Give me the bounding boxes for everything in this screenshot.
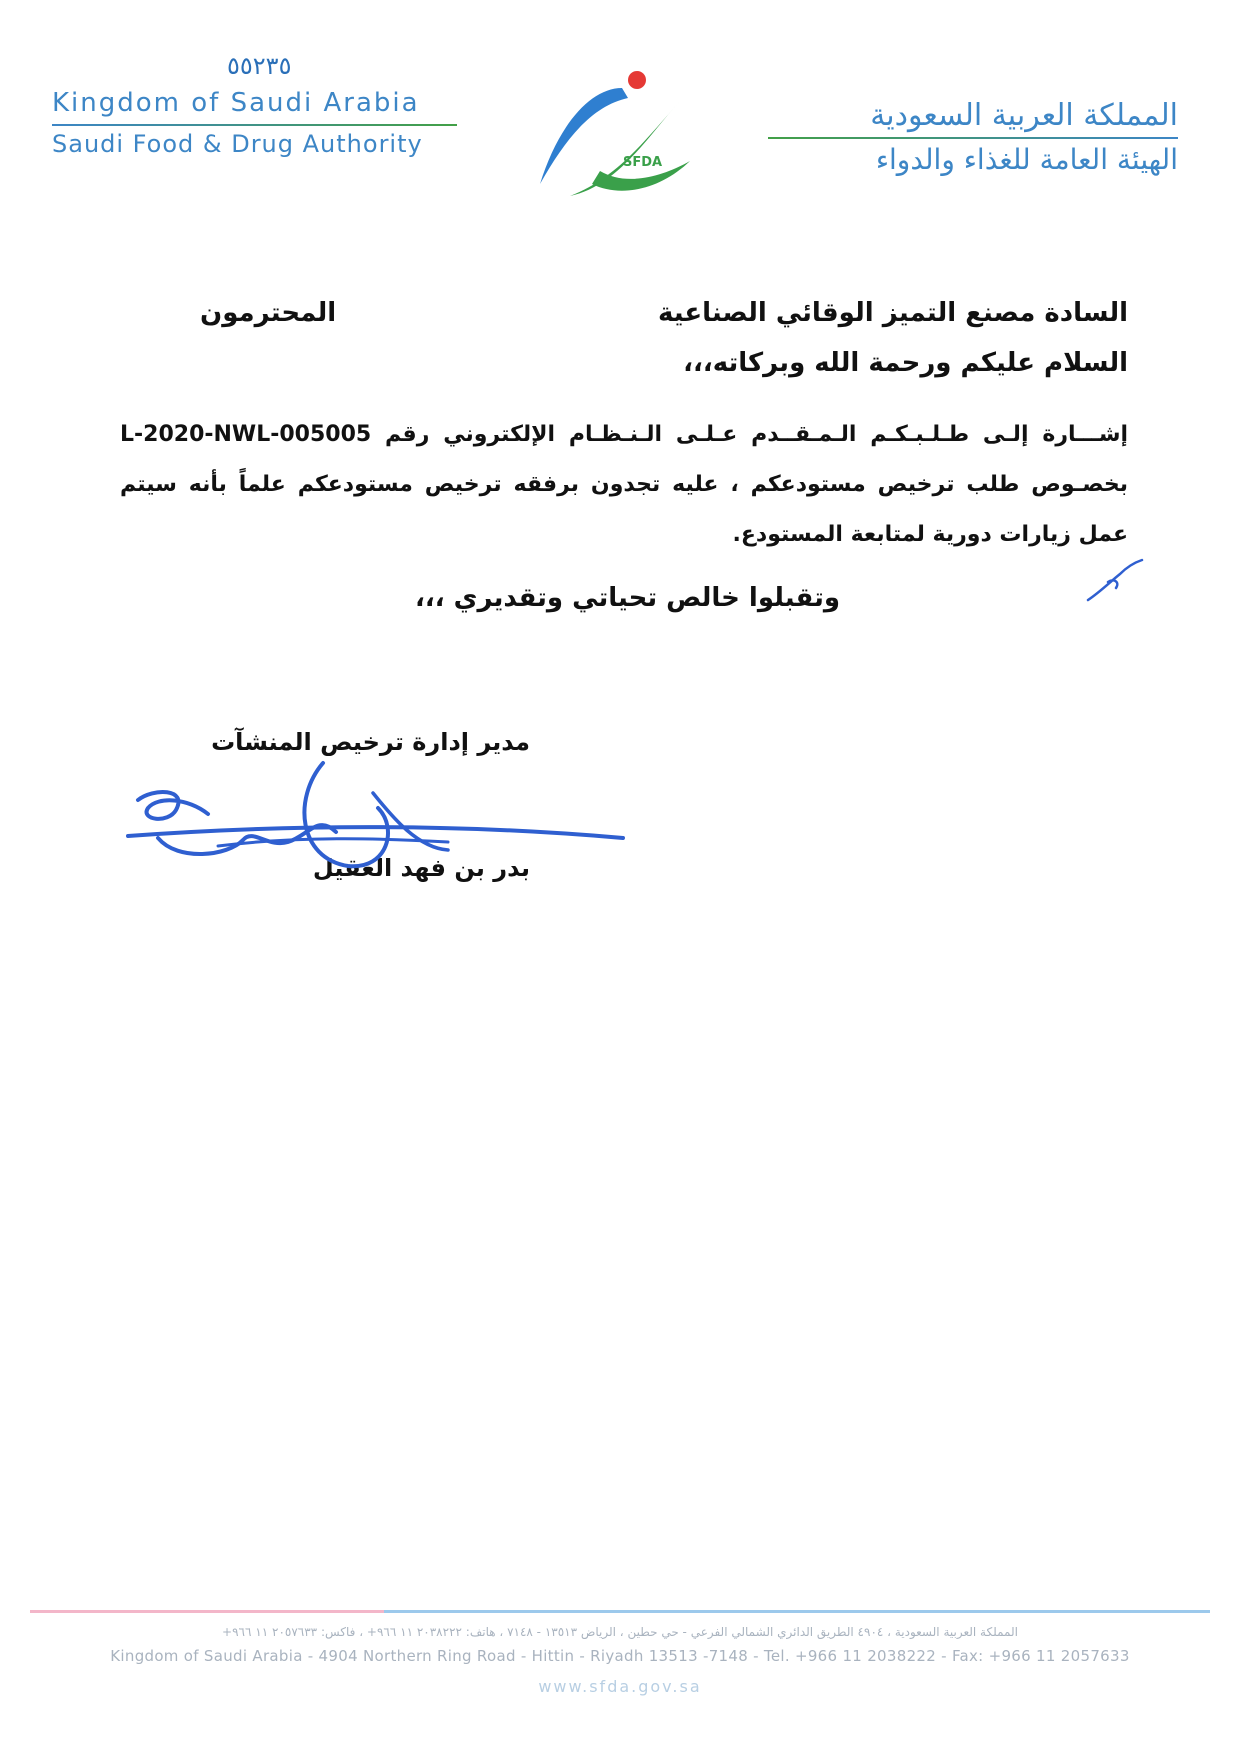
header-country-ar: المملكة العربية السعودية	[870, 98, 1178, 133]
header-arabic	[758, 98, 1178, 176]
sfda-logo	[530, 66, 700, 201]
recipient-line	[120, 298, 1128, 328]
footer-website-link[interactable]: www.sfda.gov.sa	[538, 1677, 702, 1696]
closing: وتقبلوا خالص تحياتي وتقديري ،،،	[414, 583, 840, 613]
header-divider-en	[52, 124, 457, 126]
header-authority-en: Saudi Food & Drug Authority	[52, 130, 423, 158]
signatory-name: بدر بن فهد العقيل	[312, 854, 530, 882]
signatory-title: مدير إدارة ترخيص المنشآت	[211, 728, 530, 756]
reference-number: ٥٥٢٣٥	[227, 52, 292, 80]
greeting: السلام عليكم ورحمة الله وبركاته،،،	[683, 348, 1128, 378]
handwritten-signature	[118, 758, 638, 878]
header-country-en: Kingdom of Saudi Arabia	[52, 88, 420, 118]
logo-text: SFDA	[623, 155, 663, 170]
initials-mark	[1080, 552, 1150, 607]
footer	[0, 1610, 1240, 1696]
letter-body: إشـــارة إلـى طـلـبـكـم الـمـقــدم عـلـى الـنـظـام الإلكتروني رقم L-2020-NWL-005005 بخصـوص طلب ترخيص مستودعكم ، عليه تجدون برفقه ترخيص مستودعكم علماً بأنه سيتم عمل زيارات دورية لمتابعة المستودع.	[120, 422, 1128, 547]
honorific: المحترمون	[200, 298, 337, 328]
header-english	[52, 52, 472, 158]
recipient: السادة مصنع التميز الوقائي الصناعية	[657, 298, 1128, 328]
footer-divider	[30, 1610, 1210, 1613]
footer-address-en: Kingdom of Saudi Arabia - 4904 Northern Ring Road - Hittin - Riyadh 13513 -7148 - Tel. +966 11 2038222 - Fax: +966 11 2057633	[110, 1647, 1130, 1665]
logo-red-dot	[628, 71, 646, 89]
header-authority-ar: الهيئة العامة للغذاء والدواء	[875, 143, 1178, 176]
header-divider-ar	[768, 137, 1178, 139]
footer-address-ar: المملكة العربية السعودية ، ٤٩٠٤ الطريق الدائري الشمالي الفرعي - حي حطين ، الرياض ١٣٥١٣ - ٧١٤٨ ، هاتف: ٢٠٣٨٢٢٢ ١١ ٩٦٦+ ، فاكس: ٢٠٥٧٦٣٣ ١١ ٩٦٦+	[222, 1625, 1018, 1639]
